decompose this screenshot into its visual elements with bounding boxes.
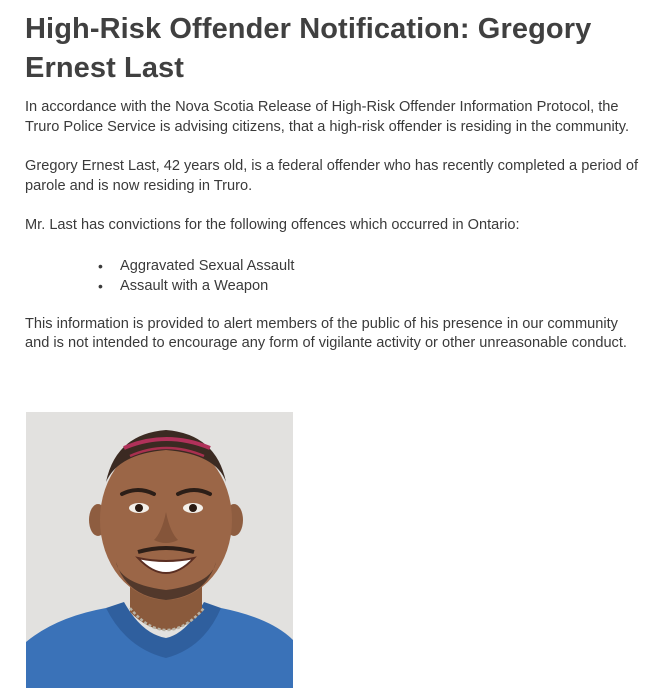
offence-label: Assault with a Weapon xyxy=(120,277,269,294)
offence-label: Aggravated Sexual Assault xyxy=(120,257,295,274)
offender-photo xyxy=(26,412,293,688)
offences-list xyxy=(25,256,640,296)
disclaimer-paragraph: This information is provided to alert members of the public of his presence in our community and is not intended to encourage any form of vigilante activity or other unreasonable conduct. xyxy=(25,315,627,351)
offender-portrait-image xyxy=(26,412,293,688)
offender-details-paragraph: Gregory Ernest Last, 42 years old, is a federal offender who has recently completed a period of parole and is now residing in Truro. xyxy=(25,158,639,194)
bullet-icon: • xyxy=(98,277,103,294)
list-item xyxy=(98,276,640,296)
notice-document xyxy=(25,10,640,354)
bullet-icon: • xyxy=(98,257,103,274)
list-item xyxy=(98,256,640,276)
intro-paragraph: In accordance with the Nova Scotia Release of High-Risk Offender Information Protocol, the Truro Police Service is advising citizens, that a high-risk offender is residing in the community. xyxy=(25,99,630,135)
convictions-intro-paragraph: Mr. Last has convictions for the following offences which occurred in Ontario: xyxy=(25,217,520,233)
notice-title: High-Risk Offender Notification: Gregory Ernest Last xyxy=(25,13,592,84)
